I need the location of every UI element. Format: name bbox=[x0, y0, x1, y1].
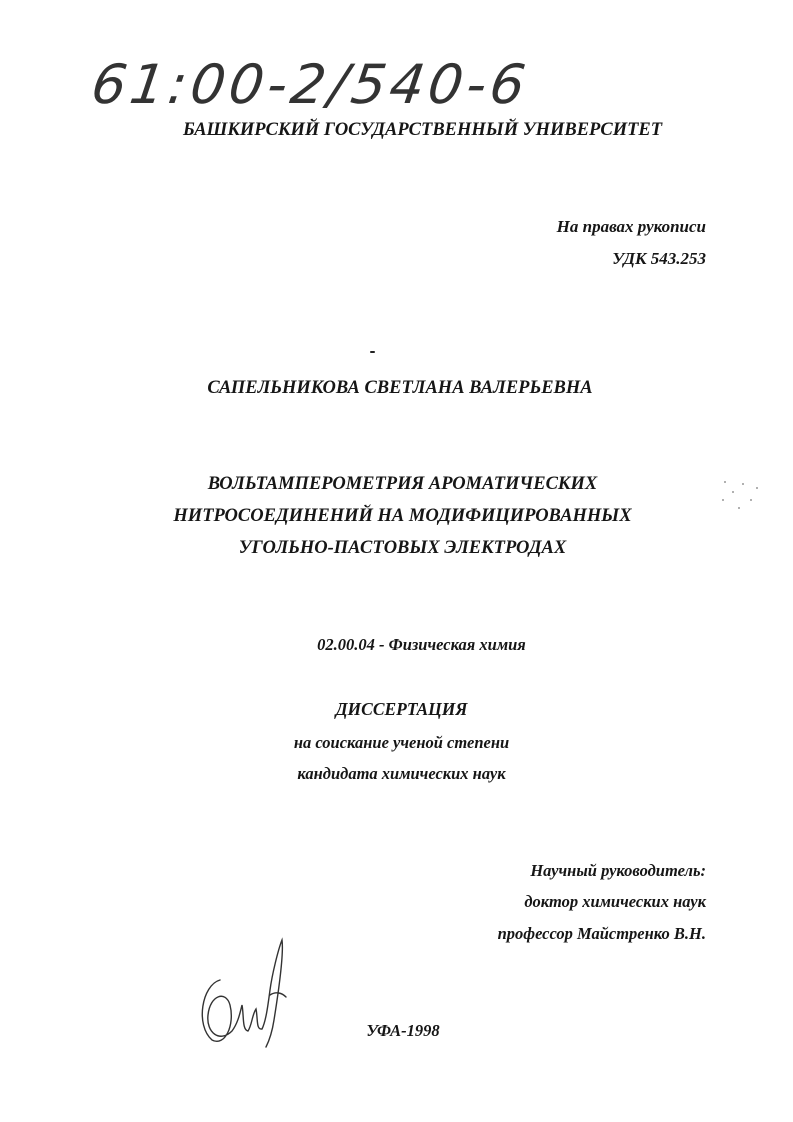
supervisor-degree: доктор химических наук bbox=[524, 892, 706, 911]
specialty: 02.00.04 - Физическая химия bbox=[317, 635, 526, 654]
author-name: САПЕЛЬНИКОВА СВЕТЛАНА ВАЛЕРЬЕВНА bbox=[207, 378, 593, 398]
university-name: БАШКИРСКИЙ ГОСУДАРСТВЕННЫЙ УНИВЕРСИТЕТ bbox=[182, 120, 663, 140]
title-line-2: НИТРОСОЕДИНЕНИЙ НА МОДИФИЦИРОВАННЫХ bbox=[173, 506, 632, 526]
dissertation-degree-line-1: на соискание ученой степени bbox=[293, 733, 510, 752]
title-line-3: УГОЛЬНО-ПАСТОВЫХ ЭЛЕКТРОДАХ bbox=[238, 538, 567, 558]
scan-speck bbox=[370, 351, 375, 353]
scan-noise-right bbox=[715, 470, 775, 530]
udc-code: УДК 543.253 bbox=[612, 249, 706, 268]
city-year: УФА-1998 bbox=[366, 1021, 440, 1040]
supervisor-label: Научный руководитель: bbox=[530, 861, 706, 880]
dissertation-heading: ДИССЕРТАЦИЯ bbox=[335, 699, 468, 719]
supervisor-name: профессор Майстренко В.Н. bbox=[497, 924, 706, 943]
manuscript-rights: На правах рукописи bbox=[556, 217, 706, 236]
dissertation-degree-line-2: кандидата химических наук bbox=[297, 764, 506, 783]
title-line-1: ВОЛЬТАМПЕРОМЕТРИЯ АРОМАТИЧЕСКИХ bbox=[207, 474, 598, 494]
archive-code-handwritten: 61:00-2/540-6 bbox=[87, 53, 534, 116]
